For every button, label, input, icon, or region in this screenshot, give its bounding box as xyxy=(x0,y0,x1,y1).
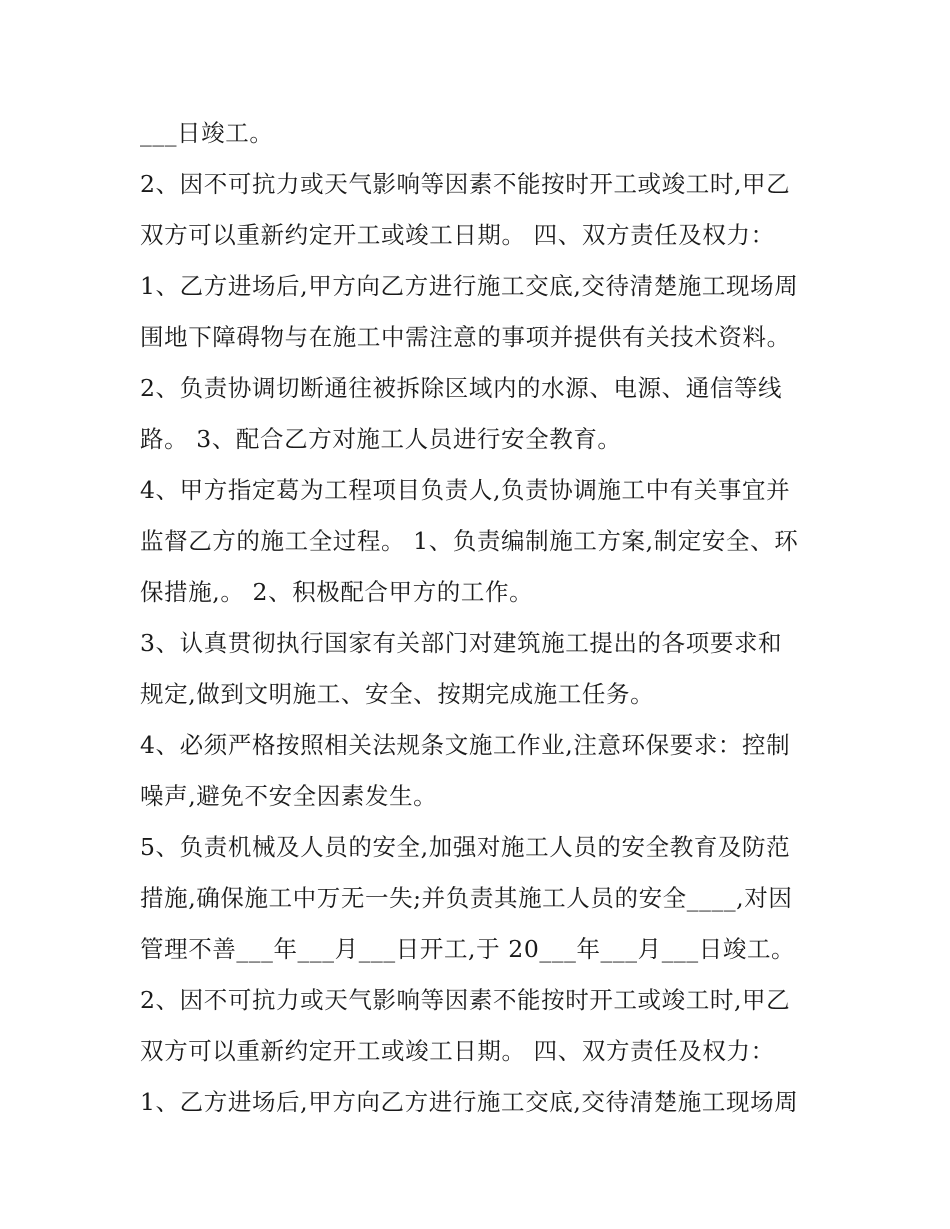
text-line: 围地下障碍物与在施工中需注意的事项并提供有关技术资料。 xyxy=(140,323,791,351)
text-line: 2、因不可抗力或天气影响等因素不能按时开工或竣工时,甲乙 xyxy=(140,986,791,1014)
text-line: 双方可以重新约定开工或竣工日期。 四、双方责任及权力： xyxy=(140,1037,775,1065)
text-line: 1、乙方进场后,甲方向乙方进行施工交底,交待清楚施工现场周 xyxy=(140,272,799,300)
text-line: 5、负责机械及人员的安全,加强对施工人员的安全教育及防范 xyxy=(140,833,791,861)
text-line: 1、乙方进场后,甲方向乙方进行施工交底,交待清楚施工现场周 xyxy=(140,1088,799,1116)
text-line: 4、必须严格按照相关法规条文施工作业,注意环保要求：控制 xyxy=(140,731,791,759)
text-line: 2、负责协调切断通往被拆除区域内的水源、电源、通信等线 xyxy=(140,374,783,402)
text-line: 路。 3、配合乙方对施工人员进行安全教育。 xyxy=(140,425,622,453)
text-line: 噪声,避免不安全因素发生。 xyxy=(140,782,438,810)
text-line: 保措施,。 2、积极配合甲方的工作。 xyxy=(140,578,534,606)
text-line: 双方可以重新约定开工或竣工日期。 四、双方责任及权力： xyxy=(140,221,775,249)
text-line: 规定,做到文明施工、安全、按期完成施工任务。 xyxy=(140,680,655,708)
text-line: ___日竣工。 xyxy=(140,119,274,147)
text-line: 3、认真贯彻执行国家有关部门对建筑施工提出的各项要求和 xyxy=(140,629,783,657)
text-line: 4、甲方指定葛为工程项目负责人,负责协调施工中有关事宜并 xyxy=(140,476,791,504)
document-body xyxy=(140,108,820,1128)
text-line: 管理不善___年___月___日开工,于 20___年___月___日竣工。 xyxy=(140,935,796,963)
text-line: 措施,确保施工中万无一失;并负责其施工人员的安全____,对因 xyxy=(140,884,793,912)
text-line: 监督乙方的施工全过程。 1、负责编制施工方案,制定安全、环 xyxy=(140,527,799,555)
text-line: 2、因不可抗力或天气影响等因素不能按时开工或竣工时,甲乙 xyxy=(140,170,791,198)
